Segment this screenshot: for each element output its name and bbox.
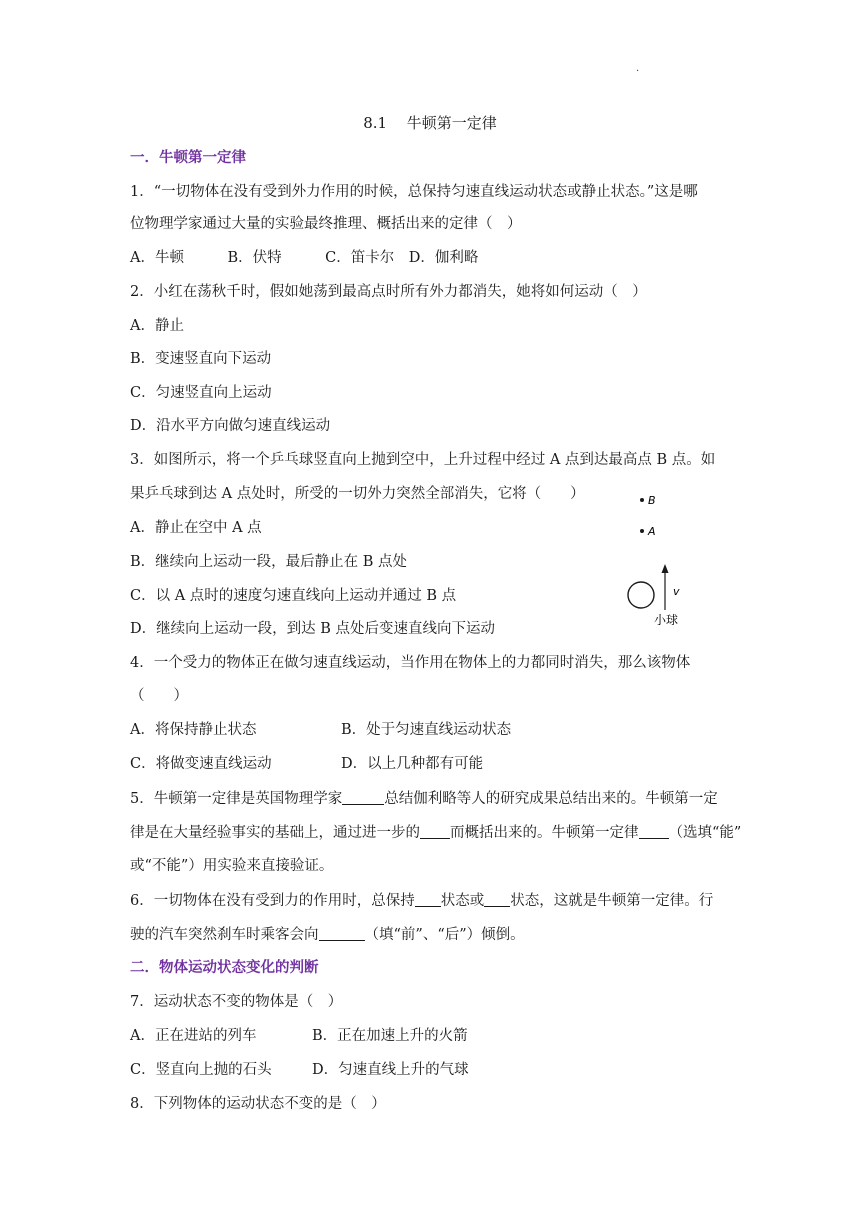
q7-option-a: A．正在进站的列车 bbox=[130, 1028, 257, 1044]
point-b-label: B bbox=[648, 494, 656, 507]
q2-option-a: A．静止 bbox=[130, 318, 184, 334]
point-a-dot bbox=[640, 529, 644, 533]
q6-answer-blank-3[interactable] bbox=[319, 924, 365, 941]
section-heading-2: 二．物体运动状态变化的判断 bbox=[130, 960, 319, 976]
q7-option-c: C．竖直向上抛的石头 bbox=[130, 1062, 272, 1078]
ball-icon bbox=[628, 582, 654, 608]
q6-line1 bbox=[130, 890, 713, 911]
q1-stem-line2: 位物理学家通过大量的实验最终推理、概括出来的定律（ ） bbox=[130, 216, 522, 232]
q5-answer-blank-1[interactable] bbox=[342, 788, 384, 805]
q3-option-d: D．继续向上运动一段，到达 B 点处后变速直线向下运动 bbox=[130, 621, 495, 637]
ball-label: 小球 bbox=[654, 613, 679, 627]
q3-option-a: A．静止在空中 A 点 bbox=[130, 520, 262, 536]
q6-text-1a: 6．一切物体在没有受到力的作用时，总保持 bbox=[130, 893, 415, 909]
q3-option-b: B．继续向上运动一段，最后静止在 B 点处 bbox=[130, 554, 408, 570]
q7-option-d: D．匀速直线上升的气球 bbox=[312, 1062, 469, 1078]
q3-stem-line1: 3．如图所示，将一个乒乓球竖直向上抛到空中，上升过程中经过 A 点到达最高点 B 点。如 bbox=[130, 452, 716, 468]
q5-text-2a: 律是在大量经验事实的基础上，通过进一步的 bbox=[130, 825, 420, 841]
point-a-label: A bbox=[648, 525, 656, 538]
q6-text-1b: 状态或 bbox=[440, 893, 485, 909]
q4-option-b: B．处于匀速直线运动状态 bbox=[341, 722, 512, 738]
q4-option-a: A．将保持静止状态 bbox=[130, 722, 257, 738]
section-heading-1: 一．牛顿第一定律 bbox=[130, 150, 246, 166]
velocity-label: v bbox=[673, 585, 680, 598]
q3-option-c: C．以 A 点时的速度匀速直线向上运动并通过 B 点 bbox=[130, 588, 457, 604]
q6-text-2b: （填“前”、“后”）倾倒。 bbox=[364, 927, 525, 943]
q3-stem-line2: 果乒乓球到达 A 点处时，所受的一切外力突然全部消失，它将（ ） bbox=[130, 486, 585, 502]
q4-stem-line2: （ ） bbox=[130, 688, 188, 704]
q4-stem-line1: 4．一个受力的物体正在做匀速直线运动，当作用在物体上的力都同时消失，那么该物体 bbox=[130, 655, 691, 671]
q2-option-b: B．变速竖直向下运动 bbox=[130, 351, 272, 367]
q6-answer-blank-2[interactable] bbox=[484, 890, 510, 907]
q5-text-1b: 总结伽利略等人的研究成果总结出来的。牛顿第一定 bbox=[384, 791, 718, 807]
corner-mark: · bbox=[636, 66, 640, 77]
page-title: 8.1 牛顿第一定律 bbox=[363, 114, 497, 132]
q5-text-1a: 5．牛顿第一定律是英国物理学家 bbox=[130, 791, 343, 807]
q2-option-c: C．匀速竖直向上运动 bbox=[130, 385, 272, 401]
q5-answer-blank-2[interactable] bbox=[420, 822, 450, 839]
q5-answer-blank-3[interactable] bbox=[639, 822, 669, 839]
q2-stem: 2．小红在荡秋千时，假如她荡到最高点时所有外力都消失，她将如何运动（ ） bbox=[130, 284, 647, 300]
q1-stem-line1: 1．“一切物体在没有受到外力作用的时候，总保持匀速直线运动状态或静止状态。”这是哪 bbox=[130, 184, 698, 200]
q5-text-2c: （选填“能” bbox=[668, 825, 742, 841]
q2-option-d: D．沿水平方向做匀速直线运动 bbox=[130, 418, 331, 434]
q7-option-b: B．正在加速上升的火箭 bbox=[312, 1028, 468, 1044]
q4-option-d: D．以上几种都有可能 bbox=[341, 756, 484, 772]
q8-stem: 8．下列物体的运动状态不变的是（ ） bbox=[130, 1096, 386, 1112]
velocity-arrow-head-icon bbox=[662, 564, 669, 573]
q6-line2 bbox=[130, 924, 525, 945]
q5-text-2b: 而概括出来的。牛顿第一定律 bbox=[450, 825, 639, 841]
q1-options: A．牛顿 B．伏特 C．笛卡尔 D．伽利略 bbox=[130, 250, 479, 266]
q6-answer-blank-1[interactable] bbox=[415, 890, 441, 907]
q7-stem: 7．运动状态不变的物体是（ ） bbox=[130, 994, 343, 1010]
q5-line2 bbox=[130, 822, 741, 843]
q4-option-c: C．将做变速直线运动 bbox=[130, 756, 272, 772]
q6-text-2a: 驶的汽车突然刹车时乘客会向 bbox=[130, 927, 319, 943]
point-b-dot bbox=[640, 498, 644, 502]
q3-figure bbox=[618, 486, 698, 636]
q6-text-1c: 状态，这就是牛顿第一定律。行 bbox=[510, 893, 714, 909]
q5-line1 bbox=[130, 788, 718, 809]
q5-line3: 或“不能”）用实验来直接验证。 bbox=[130, 858, 334, 874]
